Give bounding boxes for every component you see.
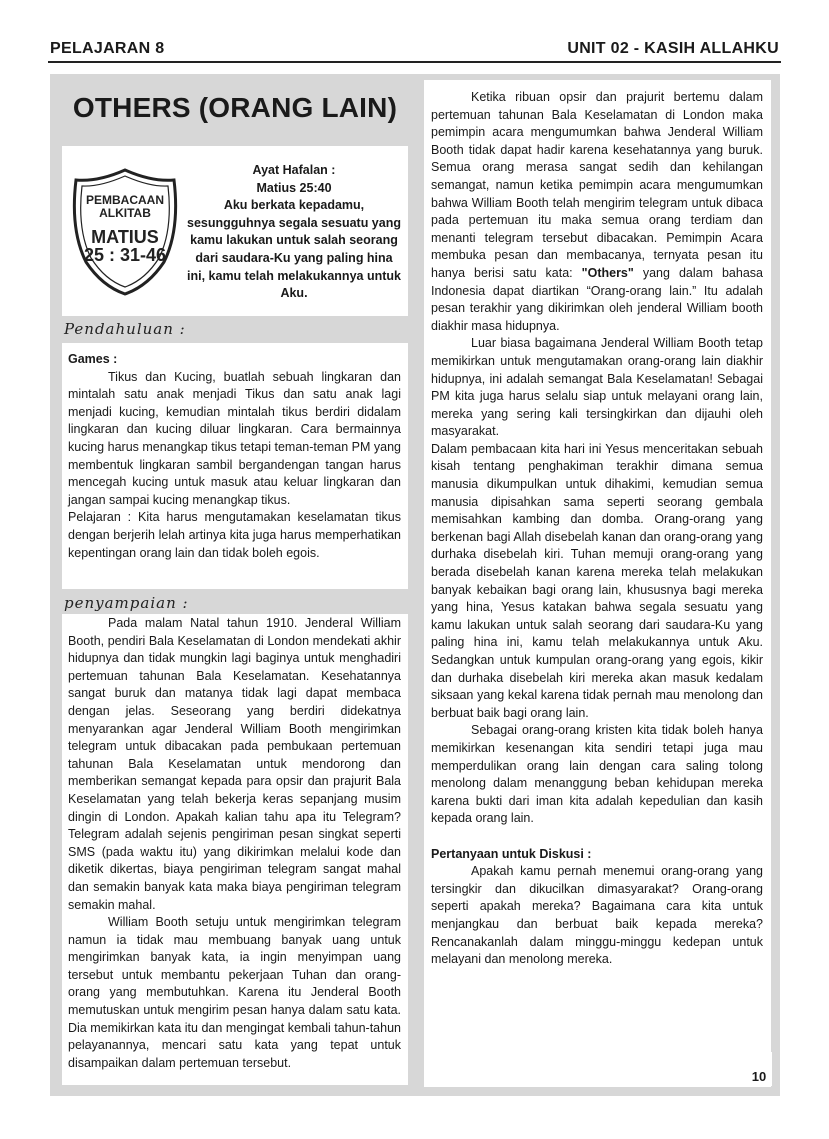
games-heading: Games : bbox=[68, 352, 118, 366]
games-paragraph-2: Pelajaran : Kita harus mengutamakan keselamatan tikus dengan berjerih lelah artinya kita juga harus memperhatikan kepentingan orang lain dan tidak boleh egois. bbox=[68, 510, 401, 560]
verse-heading: Ayat Hafalan : bbox=[252, 163, 336, 177]
story-content bbox=[68, 615, 401, 1072]
right-column-content bbox=[431, 89, 763, 969]
right-paragraph-2: Luar biasa bagaimana Jenderal William Booth tetap memikirkan untuk mengutamakan orang-orang lain diakhir hidupnya, ini adalah semangat Bala Keselamatan! Sebagai PM kita juga harus selalu siap untuk melayani orang lain, mereka yang sering kali tersingkirkan dan dijauhi oleh masyarakat. bbox=[431, 336, 763, 439]
badge-line-1: PEMBACAAN bbox=[86, 193, 164, 207]
section-title-intro: Pendahuluan : bbox=[64, 320, 186, 338]
story-paragraph-1: Pada malam Natal tahun 1910. Jenderal William Booth, pendiri Bala Keselamatan di London mendekati akhir hidupnya dan tidak mungkin lagi baginya untuk menghadiri pertemuan tahunan Bala Keselamatan. Kesehatannya sangat buruk dan matanya tidak lagi dapat membaca dengan jelas. Seseorang yang berdiri didekatnya menyarankan agar Jenderal William Booth mengirimkan telegram untuk dibacakan pada pembukaan pertemuan tahunan Bala Keselamatan untuk mendorong dan memberikan semangat kepada para opsir dan prajurit Bala Keselamatan yang telah bekerja keras sepanjang musim dingin di London. Apakah kalian tahu apa itu Telegram? Telegram adalah sejenis pengiriman pesan singkat seperti SMS (pada waktu itu) yang dikirimkan melalui kode dan diketik dikertas, biaya pengiriman telegram sangat mahal dan semakin banyak kata maka biaya pengiriman telegram semakin mahal. bbox=[68, 616, 401, 912]
reading-badge bbox=[68, 166, 182, 298]
page-number: 10 bbox=[746, 1052, 772, 1086]
section-title-presenter: penyampaian : bbox=[64, 594, 189, 612]
lesson-label: PELAJARAN 8 bbox=[50, 40, 165, 57]
right-paragraph-3: Dalam pembacaan kita hari ini Yesus menceritakan sebuah kisah tentang penghakiman terakhir dimana semua manusia dikumpulkan untuk dihakimi, kemudian semua manusia dipisahkan sama seperti seorang gembala memisahkan kambing dan domba. Orang-orang yang berkenan bagi Allah disebelah kanan dan orang-orang yang durhaka disebelah kiri. Tuhan memuji orang-orang yang berada disebelah kanan karena mereka telah melakukan banyak kebaikan bagi orang lain, khususnya bagi mereka yang hina, Yesus katakan bahwa segala sesuatu yang kamu lakukan untuk salah seorang dari saudara-Ku yang paling hina ini, kamu telah melakukannya untuk Aku. Sedangkan untuk kumpulan orang-orang yang egois, kikir dan durhaka disebelah kiri mereka akan masuk kedalam siksaan yang kekal karena tidak pernah mau menolong dan berbuat baik bagi orang lain. bbox=[431, 441, 763, 720]
verse-text: Aku berkata kepadamu, sesungguhnya segala sesuatu yang kamu lakukan untuk salah seorang dari saudara-Ku yang paling hina ini, kamu telah melakukannya untuk Aku. bbox=[187, 198, 401, 301]
right-paragraph-1 bbox=[431, 89, 763, 335]
story-paragraph-2: William Booth setuju untuk mengirimkan telegram namun ia tidak mau membuang banyak uang untuk mengirimkan banyak kata, ia ingin menyimpan uang tersebut untuk membantu pekerjaan Tuhan dan orang-orang yang membutuhkan. Karena itu Jenderal Booth memutuskan untuk mengirim pesan hanya dalam satu kata. Dia memikirkan kata itu dan mengingat kembali tahun-tahun pelayanannya, mencari satu kata yang tepat untuk disampaikan dalam pertemuan tersebut. bbox=[68, 915, 401, 1070]
games-paragraph-1: Tikus dan Kucing, buatlah sebuah lingkaran dan mintalah satu anak menjadi Tikus dan satu anak lagi menjadi kucing, kemudian mintalah tikus berdiri didalam lingkaran dan kucing diluar lingkaran. Cara bermainnya kucing harus menangkap tikus tetapi teman-teman PM yang membentuk lingkaran sambil bergandengan tangan harus mencegah kucing untuk masuk atau keluar lingkaran dan jangan sampai kucing menangkap tikus. bbox=[68, 369, 401, 507]
header-divider bbox=[48, 61, 781, 63]
others-word: "Others" bbox=[581, 265, 634, 280]
discussion-heading: Pertanyaan untuk Diskusi : bbox=[431, 846, 592, 861]
right-paragraph-1-start: Ketika ribuan opsir dan prajurit bertemu dalam pertemuan tahunan Bala Keselamatan di London maka pemimpin acara mengumumkan bahwa Jenderal William Booth tidak dapat hadir karena kesehatannya yang buruk. Semua orang merasa sangat sedih dan kehilangan semangat, namun ketika pemimpin acara mengumumkan bahwa William Booth telah mengirim telegram untuk dibaca pada pertemuan itu maka semua orang terdiam dan menanti telegram tersebut dibacakan. Pemimpin Acara membuka pesan dan membacanya, ternyata pesan itu hanya berisi satu kata: bbox=[431, 90, 763, 280]
badge-line-3: MATIUS bbox=[91, 227, 159, 247]
page-title: OTHERS (ORANG LAIN) bbox=[72, 92, 398, 123]
right-paragraph-1-end: yang dalam bahasa Indonesia dapat diartikan “Orang-orang lain.” Itu adalah pesan terakhir yang dikirimkan oleh jenderal William booth diakhir masa hidupnya. bbox=[431, 265, 763, 333]
memory-verse bbox=[186, 162, 402, 303]
games-content bbox=[68, 351, 401, 562]
badge-line-2: ALKITAB bbox=[99, 206, 151, 220]
discussion-paragraph: Apakah kamu pernah menemui orang-orang yang tersingkir dan dikucilkan dimasyarakat? Orang-orang seperti apakah mereka? Bagaimana cara kita untuk menjangkau dan berbuat baik kepada mereka? Rencanakanlah dalam minggu-minggu kedepan untuk melayani dan menolong mereka. bbox=[431, 864, 763, 967]
unit-label: UNIT 02 - KASIH ALLAHKU bbox=[567, 40, 779, 57]
paragraph-gap bbox=[431, 828, 763, 846]
verse-reference: Matius 25:40 bbox=[256, 180, 332, 195]
right-paragraph-4: Sebagai orang-orang kristen kita tidak boleh hanya memikirkan kesenangan kita sendiri tetapi juga mau memperdulikan orang lain dengan cara saling tolong menolong dalam menanggung beban kehidupan mereka karena bukti dari iman kita adalah kepedulian dan kasih kepada orang lain. bbox=[431, 723, 763, 826]
badge-line-4: 25 : 31-46 bbox=[83, 245, 167, 265]
